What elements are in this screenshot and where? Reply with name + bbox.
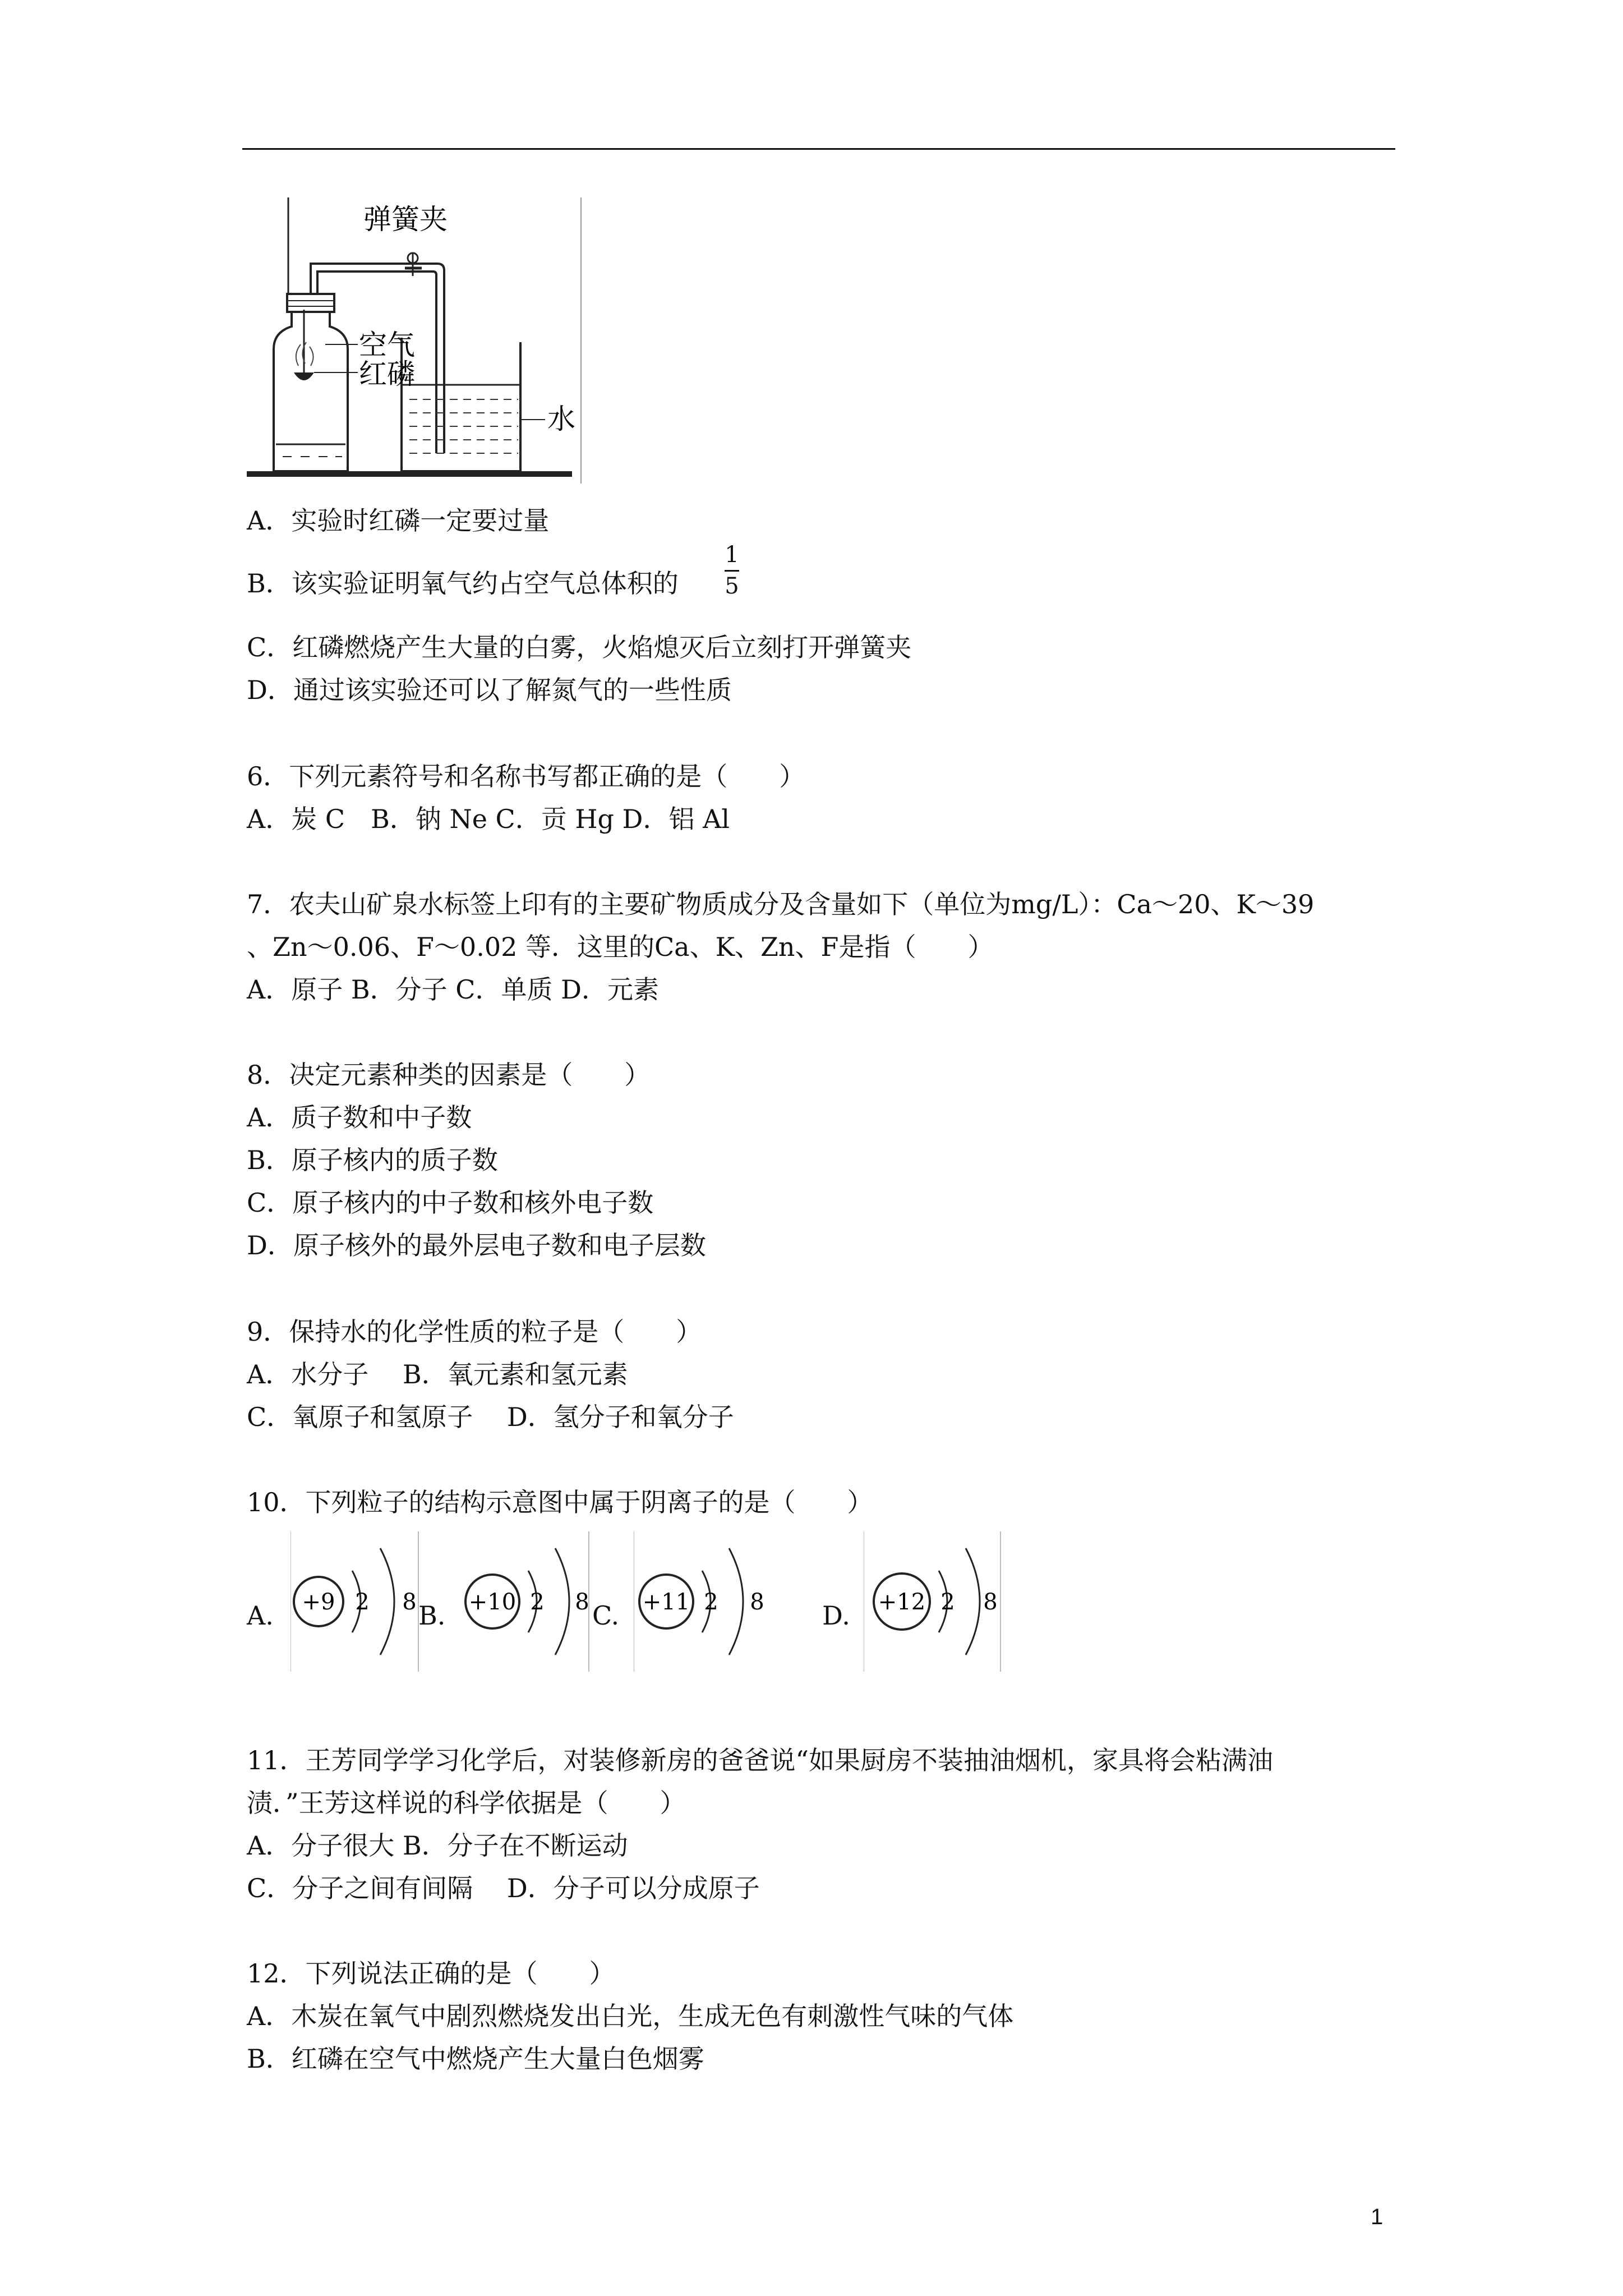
q10-d-nucleus: +12 bbox=[878, 1589, 926, 1615]
q10-b-shell1: 2 bbox=[530, 1589, 545, 1615]
q8-option-d: D．原子核外的最外层电子数和电子层数 bbox=[247, 1230, 706, 1260]
q8-stem: 8．决定元素种类的因素是（ ） bbox=[247, 1060, 651, 1090]
q10-d-shell2: 8 bbox=[983, 1589, 998, 1615]
q7-stem-line2: 、Zn～0.06、F～0.02 等．这里的Ca、K、Zn、F是指（ ） bbox=[247, 932, 994, 962]
fraction-bar bbox=[725, 570, 739, 572]
q10-b-nucleus: +10 bbox=[468, 1589, 517, 1615]
phosphorus-label: 红磷 bbox=[359, 358, 415, 390]
q11-stem-line2: 渍．”王芳这样说的科学依据是（ ） bbox=[247, 1788, 686, 1818]
q9-options-row2: C．氧原子和氢原子 D．氢分子和氧分子 bbox=[247, 1402, 734, 1432]
fraction-denominator: 5 bbox=[725, 573, 739, 599]
q5-option-a: A．实验时红磷一定要过量 bbox=[247, 505, 550, 536]
q10-c-shell1: 2 bbox=[704, 1589, 718, 1615]
air-label: 空气 bbox=[359, 329, 415, 361]
q10-a-shell2: 8 bbox=[402, 1589, 417, 1615]
q7-stem-line1: 7．农夫山矿泉水标签上印有的主要矿物质成分及含量如下（单位为mg/L）：Ca～20、K～39 bbox=[247, 889, 1315, 919]
q10-atom-diagram-b bbox=[461, 1531, 590, 1672]
q12-option-b: B．红磷在空气中燃烧产生大量白色烟雾 bbox=[247, 2044, 704, 2074]
header-rule bbox=[242, 148, 1395, 150]
q10-c-shell2: 8 bbox=[750, 1589, 764, 1615]
q12-option-a: A．木炭在氧气中剧烈燃烧发出白光，生成无色有刺激性气味的气体 bbox=[247, 2001, 1014, 2031]
q10-atom-diagram-d bbox=[864, 1531, 1002, 1672]
q5-option-d: D．通过该实验还可以了解氮气的一些性质 bbox=[247, 675, 732, 705]
q10-b-shell2: 8 bbox=[575, 1589, 589, 1615]
q6-options: A．炭 C B．钠 Ne C．贡 Hg D．铝 Al bbox=[247, 804, 730, 834]
q11-stem-line1: 11．王芳同学学习化学后，对装修新房的爸爸说“如果厨房不装抽油烟机，家具将会粘满油 bbox=[247, 1745, 1274, 1775]
q10-option-c-label: C. bbox=[592, 1600, 620, 1631]
q12-stem: 12．下列说法正确的是（ ） bbox=[247, 1958, 615, 1989]
q10-option-b-label: B. bbox=[418, 1600, 446, 1631]
clip-label: 弹簧夹 bbox=[363, 204, 448, 235]
page-number: 1 bbox=[1371, 2205, 1384, 2229]
q6-stem: 6．下列元素符号和名称书写都正确的是（ ） bbox=[247, 761, 805, 792]
q11-options-row1: A．分子很大 B．分子在不断运动 bbox=[247, 1830, 628, 1861]
water-label: 水 bbox=[547, 403, 575, 435]
q8-option-a: A．质子数和中子数 bbox=[247, 1102, 472, 1133]
q8-option-b: B．原子核内的质子数 bbox=[247, 1145, 498, 1175]
q5-option-c: C．红磷燃烧产生大量的白雾，火焰熄灭后立刻打开弹簧夹 bbox=[247, 632, 912, 662]
q10-a-shell1: 2 bbox=[355, 1589, 370, 1615]
q10-atom-diagram-a bbox=[291, 1531, 419, 1672]
q10-atom-diagram-c bbox=[634, 1531, 768, 1672]
q10-option-a-label: A. bbox=[247, 1600, 274, 1631]
q10-d-shell1: 2 bbox=[940, 1589, 955, 1615]
fraction-numerator: 1 bbox=[725, 542, 739, 568]
q8-option-c: C．原子核内的中子数和核外电子数 bbox=[247, 1188, 654, 1218]
q5-option-b: B．该实验证明氧气约占空气总体积的 bbox=[247, 568, 679, 599]
q10-a-nucleus: +9 bbox=[302, 1589, 335, 1615]
apparatus-diagram bbox=[247, 197, 583, 484]
q10-option-d-label: D. bbox=[822, 1600, 850, 1631]
q10-c-nucleus: +11 bbox=[642, 1589, 690, 1615]
q9-options-row1: A．水分子 B．氧元素和氢元素 bbox=[247, 1359, 628, 1389]
q11-options-row2: C．分子之间有间隔 D．分子可以分成原子 bbox=[247, 1873, 760, 1903]
q10-stem: 10．下列粒子的结构示意图中属于阴离子的是（ ） bbox=[247, 1487, 873, 1517]
q7-options: A．原子 B．分子 C．单质 D．元素 bbox=[247, 974, 659, 1005]
q9-stem: 9．保持水的化学性质的粒子是（ ） bbox=[247, 1317, 702, 1347]
